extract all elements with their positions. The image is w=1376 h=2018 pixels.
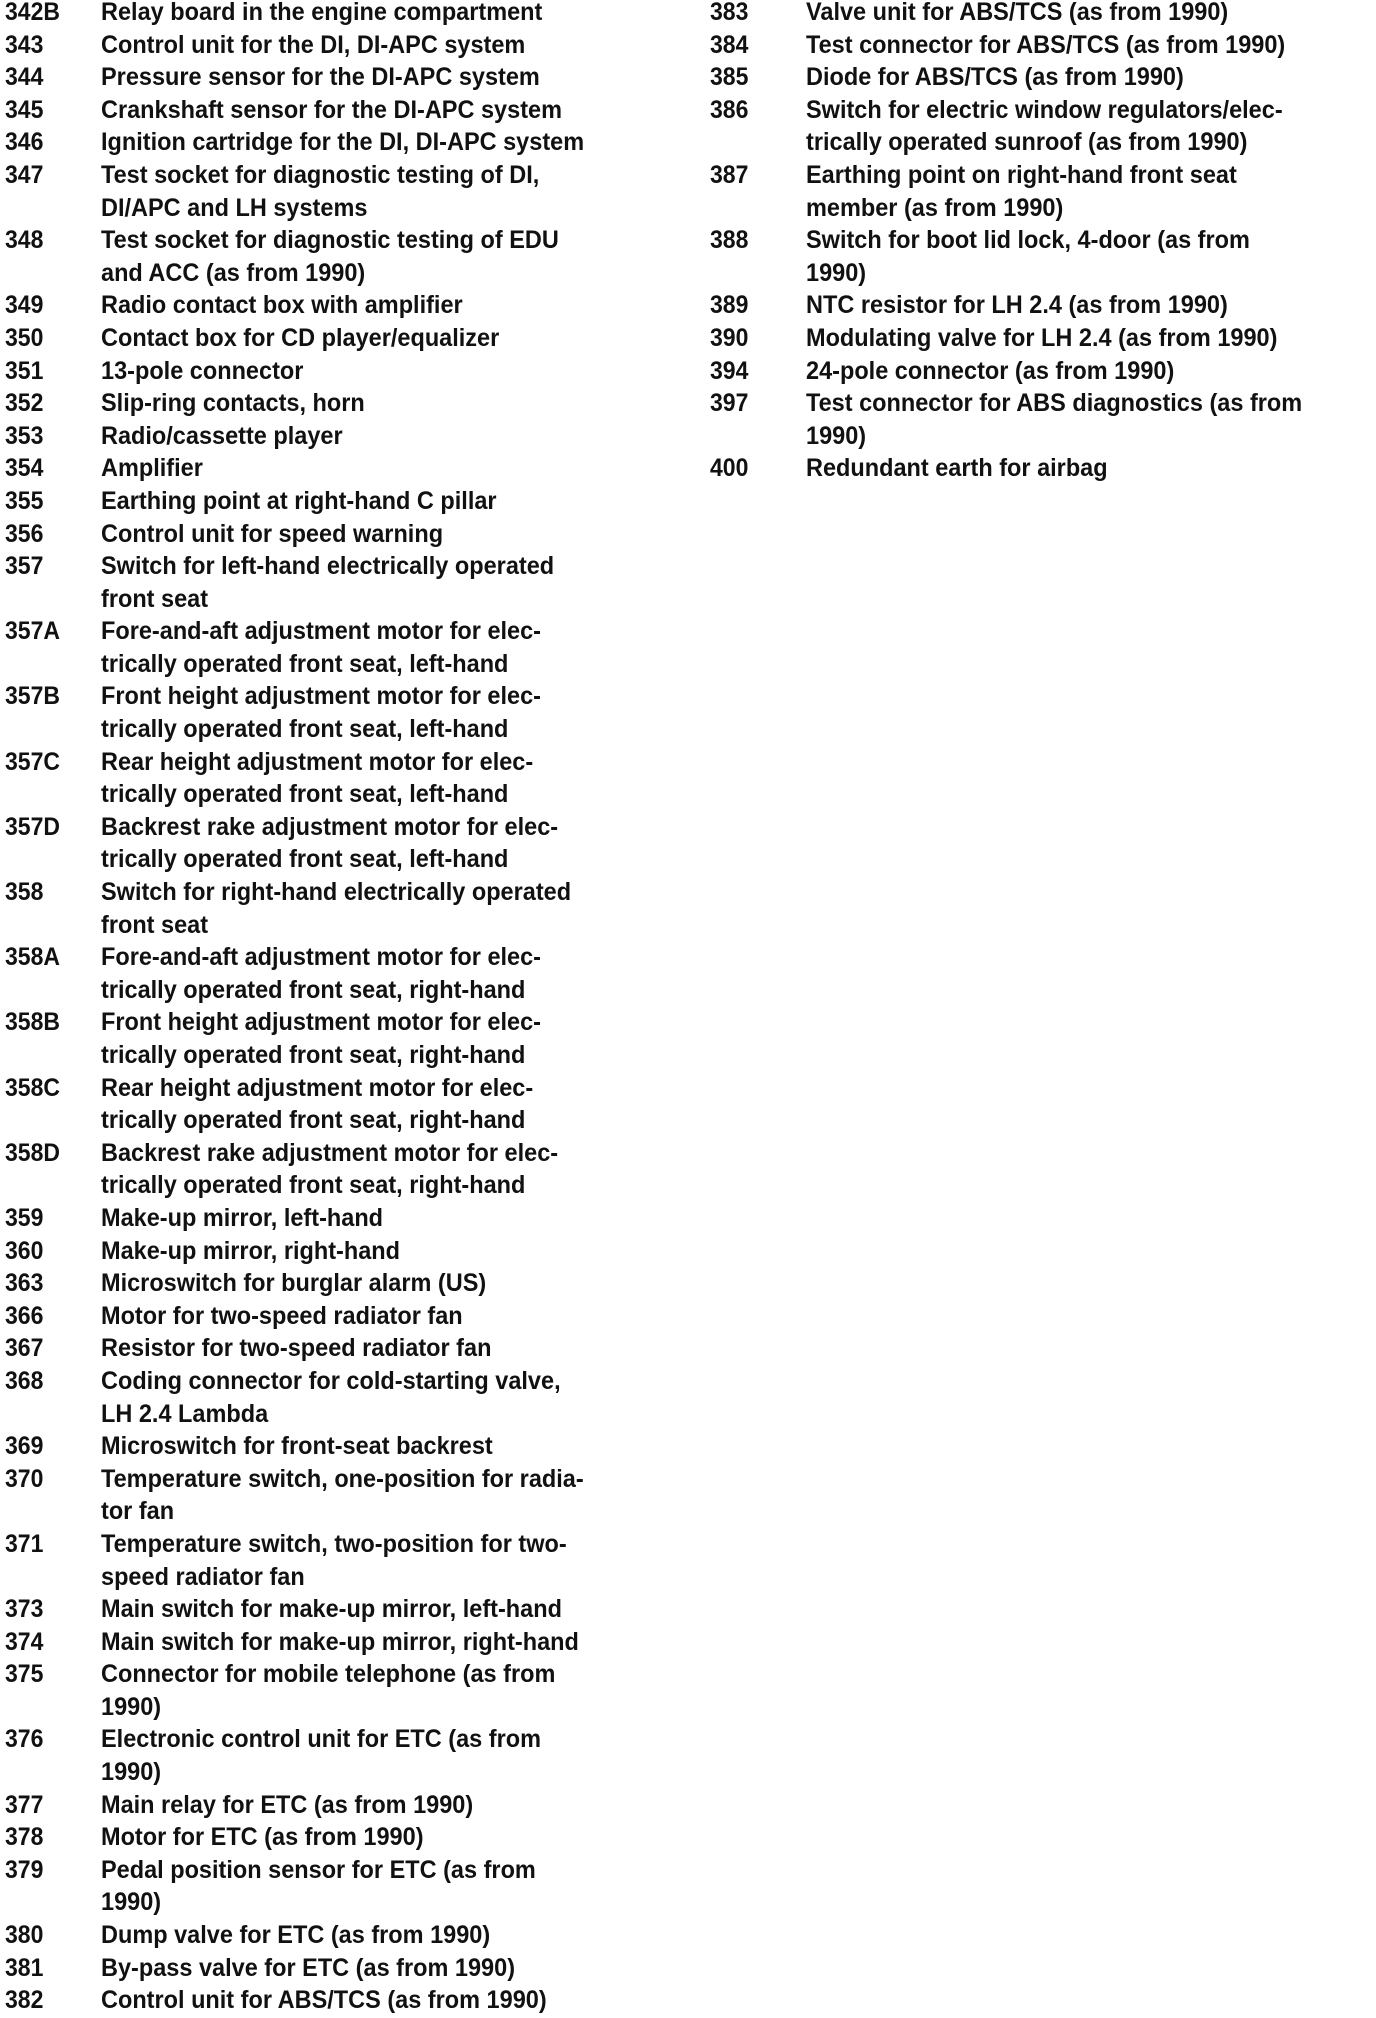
description-line: Crankshaft sensor for the DI-APC system xyxy=(101,95,562,124)
legend-entry xyxy=(5,485,665,518)
component-description xyxy=(101,680,631,745)
component-description xyxy=(806,0,1336,29)
legend-entry xyxy=(5,1821,665,1854)
description-line: LH 2.4 Lambda xyxy=(101,1399,269,1428)
description-line: Temperature switch, one-position for radia- xyxy=(101,1464,584,1493)
legend-entry xyxy=(5,680,665,745)
component-description xyxy=(101,811,631,876)
component-code: 357B xyxy=(5,682,60,711)
description-line: and ACC (as from 1990) xyxy=(101,258,366,287)
legend-entry xyxy=(5,1723,665,1788)
component-description xyxy=(101,1332,631,1365)
description-line: front seat xyxy=(101,584,209,613)
legend-entry xyxy=(5,746,665,811)
component-code: 358A xyxy=(5,943,60,972)
description-line: Backrest rake adjustment motor for elec- xyxy=(101,812,559,841)
component-code: 357C xyxy=(5,747,60,776)
component-description xyxy=(101,1430,631,1463)
legend-entry xyxy=(5,94,665,127)
component-description xyxy=(101,126,631,159)
description-line: Control unit for speed warning xyxy=(101,519,444,548)
component-code: 358B xyxy=(5,1008,60,1037)
legend-entry xyxy=(5,1006,665,1071)
legend-entry xyxy=(710,452,1370,485)
description-line: Diode for ABS/TCS (as from 1990) xyxy=(806,63,1184,92)
component-description xyxy=(101,615,631,680)
description-line: Temperature switch, two-position for two- xyxy=(101,1529,567,1558)
component-description xyxy=(101,355,631,388)
component-code: 344 xyxy=(5,63,44,92)
component-description xyxy=(101,452,631,485)
description-line: Connector for mobile telephone (as from xyxy=(101,1660,556,1689)
component-code: 394 xyxy=(710,356,749,385)
component-description xyxy=(806,61,1336,94)
component-code: 389 xyxy=(710,291,749,320)
component-description xyxy=(101,1365,631,1430)
description-line: 1990) xyxy=(806,421,867,450)
description-line: Switch for boot lid lock, 4-door (as from xyxy=(806,226,1250,255)
description-line: NTC resistor for LH 2.4 (as from 1990) xyxy=(806,291,1228,320)
legend-entry xyxy=(5,615,665,680)
component-description xyxy=(101,1984,631,2017)
description-line: Modulating valve for LH 2.4 (as from 1990) xyxy=(806,323,1278,352)
legend-entry xyxy=(5,1300,665,1333)
legend-entry xyxy=(710,94,1370,159)
legend-entry xyxy=(710,61,1370,94)
component-description xyxy=(101,0,631,29)
component-description xyxy=(806,159,1336,224)
legend-entry xyxy=(5,126,665,159)
legend-entry xyxy=(5,876,665,941)
description-line: speed radiator fan xyxy=(101,1562,305,1591)
description-line: Earthing point at right-hand C pillar xyxy=(101,486,497,515)
description-line: 1990) xyxy=(101,1888,162,1917)
description-line: Coding connector for cold-starting valve, xyxy=(101,1366,561,1395)
legend-entry xyxy=(710,159,1370,224)
component-code: 360 xyxy=(5,1236,44,1265)
legend-entry xyxy=(5,159,665,224)
description-line: Microswitch for front-seat backrest xyxy=(101,1432,493,1461)
description-line: Motor for ETC (as from 1990) xyxy=(101,1823,424,1852)
description-line: By-pass valve for ETC (as from 1990) xyxy=(101,1953,516,1982)
component-code: 369 xyxy=(5,1432,44,1461)
component-description xyxy=(101,1626,631,1659)
description-line: trically operated front seat, right-hand xyxy=(101,975,526,1004)
component-description xyxy=(101,94,631,127)
description-line: trically operated sunroof (as from 1990) xyxy=(806,128,1248,157)
component-code: 371 xyxy=(5,1529,44,1558)
component-description xyxy=(101,1006,631,1071)
component-code: 368 xyxy=(5,1366,44,1395)
component-description xyxy=(806,94,1336,159)
description-line: Valve unit for ABS/TCS (as from 1990) xyxy=(806,0,1229,26)
component-description xyxy=(806,224,1336,289)
component-description xyxy=(101,322,631,355)
component-code: 388 xyxy=(710,226,749,255)
component-code: 358D xyxy=(5,1138,60,1167)
component-description xyxy=(101,1952,631,1985)
legend-entry xyxy=(5,518,665,551)
component-code: 357A xyxy=(5,617,60,646)
component-description xyxy=(101,1072,631,1137)
legend-entry xyxy=(710,387,1370,452)
description-line: Control unit for the DI, DI-APC system xyxy=(101,30,526,59)
component-description xyxy=(101,224,631,289)
description-line: Motor for two-speed radiator fan xyxy=(101,1301,463,1330)
component-code: 375 xyxy=(5,1660,44,1689)
legend-entry xyxy=(5,355,665,388)
description-line: 24-pole connector (as from 1990) xyxy=(806,356,1175,385)
legend-entry xyxy=(5,1430,665,1463)
component-code: 343 xyxy=(5,30,44,59)
component-description xyxy=(101,518,631,551)
component-description xyxy=(101,485,631,518)
description-line: Redundant earth for airbag xyxy=(806,454,1108,483)
description-line: Electronic control unit for ETC (as from xyxy=(101,1725,542,1754)
legend-column-left xyxy=(5,0,665,2017)
component-description xyxy=(101,29,631,62)
legend-entry xyxy=(5,1235,665,1268)
description-line: Resistor for two-speed radiator fan xyxy=(101,1334,492,1363)
component-code: 351 xyxy=(5,356,44,385)
legend-entry xyxy=(5,1658,665,1723)
component-code: 353 xyxy=(5,421,44,450)
component-description xyxy=(101,1267,631,1300)
description-line: trically operated front seat, left-hand xyxy=(101,780,509,809)
description-line: Switch for electric window regulators/elec- xyxy=(806,95,1283,124)
description-line: Radio contact box with amplifier xyxy=(101,291,463,320)
description-line: Make-up mirror, right-hand xyxy=(101,1236,401,1265)
description-line: Main switch for make-up mirror, right-hand xyxy=(101,1627,579,1656)
legend-entry xyxy=(710,289,1370,322)
legend-entry xyxy=(5,1072,665,1137)
legend-entry xyxy=(5,452,665,485)
component-description xyxy=(101,420,631,453)
component-description xyxy=(101,1235,631,1268)
component-code: 349 xyxy=(5,291,44,320)
component-description xyxy=(101,387,631,420)
description-line: Test connector for ABS diagnostics (as from xyxy=(806,389,1303,418)
description-line: Test socket for diagnostic testing of DI, xyxy=(101,160,540,189)
description-line: Test socket for diagnostic testing of EDU xyxy=(101,226,559,255)
component-description xyxy=(101,1593,631,1626)
legend-entry xyxy=(5,1463,665,1528)
component-code: 366 xyxy=(5,1301,44,1330)
component-code: 352 xyxy=(5,389,44,418)
description-line: Switch for left-hand electrically operated xyxy=(101,552,555,581)
legend-entry xyxy=(5,1854,665,1919)
legend-entry xyxy=(5,1202,665,1235)
legend-entry xyxy=(5,550,665,615)
component-code: 359 xyxy=(5,1203,44,1232)
description-line: Front height adjustment motor for elec- xyxy=(101,1008,541,1037)
component-code: 397 xyxy=(710,389,749,418)
description-line: Switch for right-hand electrically operated xyxy=(101,878,572,907)
component-description xyxy=(101,1202,631,1235)
component-description xyxy=(101,1658,631,1723)
component-code: 380 xyxy=(5,1921,44,1950)
component-description xyxy=(806,452,1336,485)
description-line: 1990) xyxy=(101,1692,162,1721)
legend-entry xyxy=(5,1267,665,1300)
description-line: front seat xyxy=(101,910,209,939)
description-line: Test connector for ABS/TCS (as from 1990) xyxy=(806,30,1286,59)
component-description xyxy=(101,1300,631,1333)
component-description xyxy=(101,159,631,224)
description-line: Contact box for CD player/equalizer xyxy=(101,323,500,352)
legend-entry xyxy=(5,1137,665,1202)
description-line: Rear height adjustment motor for elec- xyxy=(101,747,534,776)
component-code: 345 xyxy=(5,95,44,124)
component-code: 377 xyxy=(5,1790,44,1819)
legend-column-right xyxy=(710,0,1370,485)
component-code: 357D xyxy=(5,812,60,841)
component-code: 379 xyxy=(5,1855,44,1884)
description-line: Slip-ring contacts, horn xyxy=(101,389,365,418)
component-code: 400 xyxy=(710,454,749,483)
component-description xyxy=(101,876,631,941)
component-code: 387 xyxy=(710,160,749,189)
legend-entry xyxy=(5,61,665,94)
description-line: Rear height adjustment motor for elec- xyxy=(101,1073,534,1102)
component-code: 342B xyxy=(5,0,60,26)
description-line: trically operated front seat, right-hand xyxy=(101,1171,526,1200)
component-code: 373 xyxy=(5,1595,44,1624)
component-description xyxy=(101,61,631,94)
component-description xyxy=(806,322,1336,355)
component-code: 358C xyxy=(5,1073,60,1102)
component-description xyxy=(806,29,1336,62)
component-code: 346 xyxy=(5,128,44,157)
description-line: Fore-and-aft adjustment motor for elec- xyxy=(101,617,542,646)
legend-entry xyxy=(710,355,1370,388)
description-line: Main relay for ETC (as from 1990) xyxy=(101,1790,474,1819)
description-line: member (as from 1990) xyxy=(806,193,1064,222)
legend-entry xyxy=(5,1984,665,2017)
description-line: Microswitch for burglar alarm (US) xyxy=(101,1269,487,1298)
component-code: 367 xyxy=(5,1334,44,1363)
description-line: DI/APC and LH systems xyxy=(101,193,368,222)
component-code: 348 xyxy=(5,226,44,255)
component-code: 350 xyxy=(5,323,44,352)
component-description xyxy=(101,1137,631,1202)
component-description xyxy=(101,289,631,322)
legend-entry xyxy=(5,387,665,420)
component-code: 358 xyxy=(5,878,44,907)
description-line: 13-pole connector xyxy=(101,356,304,385)
component-code: 381 xyxy=(5,1953,44,1982)
description-line: Ignition cartridge for the DI, DI-APC system xyxy=(101,128,585,157)
description-line: trically operated front seat, left-hand xyxy=(101,845,509,874)
component-description xyxy=(101,1821,631,1854)
component-code: 385 xyxy=(710,63,749,92)
component-description xyxy=(806,355,1336,388)
component-code: 383 xyxy=(710,0,749,26)
component-code: 374 xyxy=(5,1627,44,1656)
component-description xyxy=(101,1723,631,1788)
component-code: 356 xyxy=(5,519,44,548)
component-code: 384 xyxy=(710,30,749,59)
component-description xyxy=(101,1528,631,1593)
description-line: Relay board in the engine compartment xyxy=(101,0,543,26)
description-line: trically operated front seat, right-hand xyxy=(101,1041,526,1069)
component-description xyxy=(101,1789,631,1822)
legend-entry xyxy=(5,420,665,453)
component-description xyxy=(806,289,1336,322)
description-line: trically operated front seat, right-hand xyxy=(101,1106,526,1135)
legend-entry xyxy=(710,322,1370,355)
description-line: 1990) xyxy=(101,1758,162,1787)
description-line: Earthing point on right-hand front seat xyxy=(806,160,1237,189)
component-description xyxy=(101,1463,631,1528)
legend-entry xyxy=(5,1593,665,1626)
description-line: trically operated front seat, left-hand xyxy=(101,649,509,678)
component-code: 347 xyxy=(5,160,44,189)
description-line: Dump valve for ETC (as from 1990) xyxy=(101,1921,491,1950)
component-description xyxy=(101,550,631,615)
component-description xyxy=(101,941,631,1006)
description-line: trically operated front seat, left-hand xyxy=(101,715,509,744)
legend-entry xyxy=(5,289,665,322)
legend-entry xyxy=(710,224,1370,289)
description-line: Pedal position sensor for ETC (as from xyxy=(101,1855,536,1884)
legend-entry xyxy=(5,0,665,29)
component-description xyxy=(101,1919,631,1952)
component-code: 354 xyxy=(5,454,44,483)
description-line: Fore-and-aft adjustment motor for elec- xyxy=(101,943,542,972)
description-line: Control unit for ABS/TCS (as from 1990) xyxy=(101,1986,547,2015)
component-code: 363 xyxy=(5,1269,44,1298)
component-code: 370 xyxy=(5,1464,44,1493)
legend-entry xyxy=(5,224,665,289)
legend-entry xyxy=(5,1626,665,1659)
legend-entry xyxy=(5,811,665,876)
legend-entry xyxy=(5,1952,665,1985)
component-code: 355 xyxy=(5,486,44,515)
description-line: Backrest rake adjustment motor for elec- xyxy=(101,1138,559,1167)
component-code: 357 xyxy=(5,552,44,581)
legend-entry xyxy=(5,941,665,1006)
description-line: Amplifier xyxy=(101,454,203,483)
legend-entry xyxy=(5,1365,665,1430)
legend-entry xyxy=(5,1528,665,1593)
description-line: Main switch for make-up mirror, left-hand xyxy=(101,1595,562,1624)
legend-entry xyxy=(710,0,1370,29)
legend-entry xyxy=(5,1332,665,1365)
legend-entry xyxy=(5,322,665,355)
description-line: Radio/cassette player xyxy=(101,421,343,450)
component-code: 386 xyxy=(710,95,749,124)
component-code: 390 xyxy=(710,323,749,352)
legend-entry xyxy=(710,29,1370,62)
description-line: tor fan xyxy=(101,1497,175,1526)
description-line: Front height adjustment motor for elec- xyxy=(101,682,541,711)
legend-entry xyxy=(5,1919,665,1952)
legend-entry xyxy=(5,1789,665,1822)
legend-entry xyxy=(5,29,665,62)
component-description xyxy=(101,1854,631,1919)
component-description xyxy=(101,746,631,811)
component-description xyxy=(806,387,1336,452)
description-line: Pressure sensor for the DI-APC system xyxy=(101,63,540,92)
component-code: 382 xyxy=(5,1986,44,2015)
description-line: Make-up mirror, left-hand xyxy=(101,1203,384,1232)
component-code: 378 xyxy=(5,1823,44,1852)
description-line: 1990) xyxy=(806,258,867,287)
component-code: 376 xyxy=(5,1725,44,1754)
